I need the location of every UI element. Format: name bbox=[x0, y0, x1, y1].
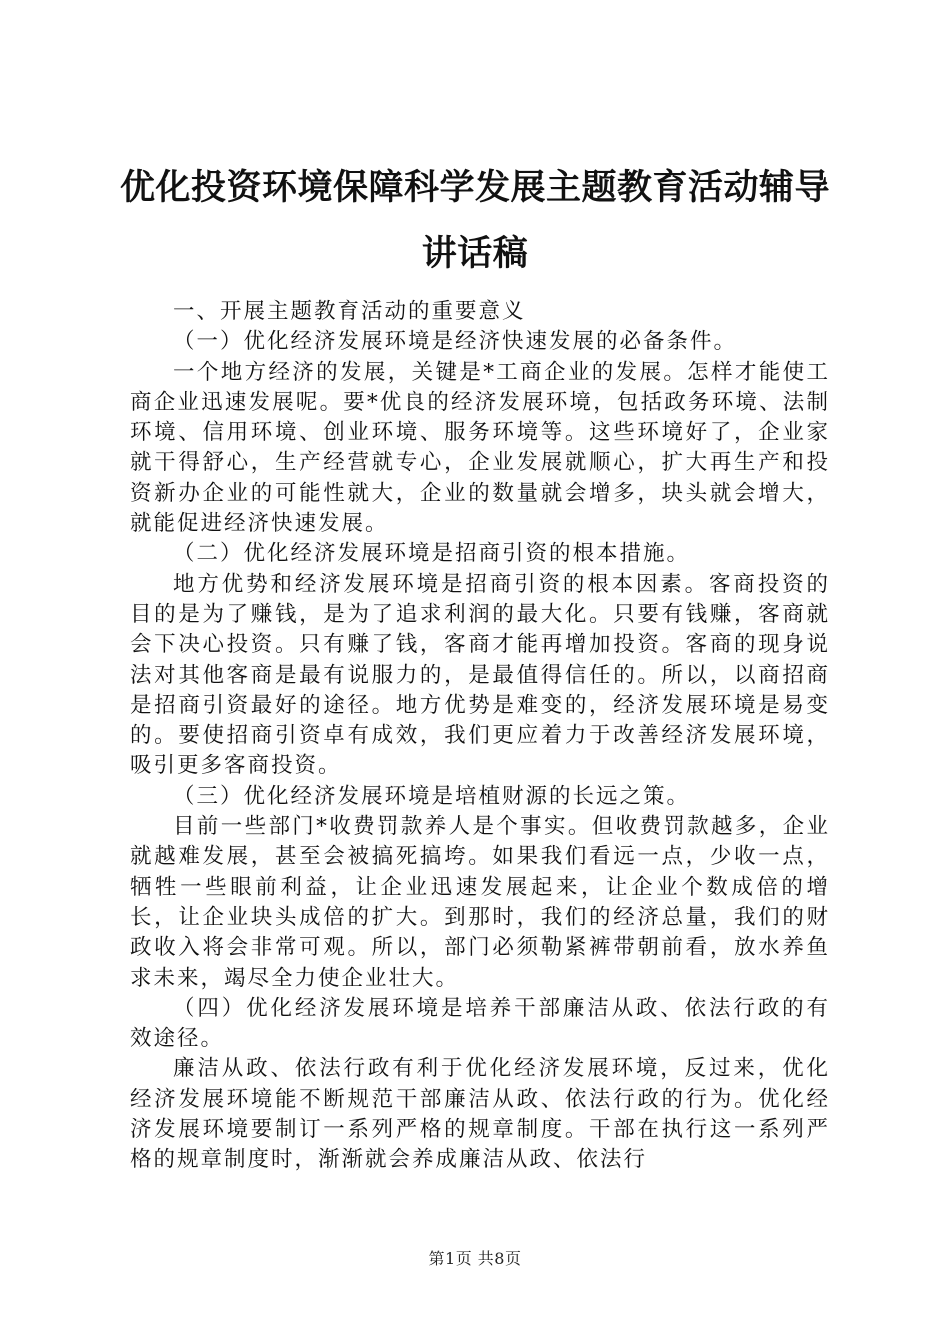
page-footer: 第1页 共8页 bbox=[428, 1249, 522, 1268]
paragraph: 廉洁从政、依法行政有利于优化经济发展环境，反过来，优化经济发展环境能不断规范干部廉洁从政、依法行政的行为。优化经济发展环境要制订一系列严格的规章制度。干部在执行这一系列严格的规章制度时，渐渐就会养成廉洁从政、依法行 bbox=[130, 1056, 830, 1173]
title-line-1: 优化投资环境保障科学发展主题教育活动辅导 bbox=[119, 168, 830, 208]
subsection-heading-2: （二）优化经济发展环境是招商引资的根本措施。 bbox=[173, 541, 691, 567]
paragraph: 一个地方经济的发展，关键是*工商企业的发展。怎样才能使工商企业迅速发展呢。要*优良的经济发展环境，包括政务环境、法制环境、信用环境、创业环境、服务环境等。这些环境好了，企业家就干得舒心，生产经营就专心，企业发展就顺心，扩大再生产和投资新办企业的可能性就大，企业的数量就会增多，块头就会增大，就能促进经济快速发展。 bbox=[130, 359, 830, 537]
subsection-heading-3: （三）优化经济发展环境是培植财源的长远之策。 bbox=[173, 783, 691, 809]
title-line-2: 讲话稿 bbox=[421, 234, 529, 274]
paragraph: 地方优势和经济发展环境是招商引资的根本因素。客商投资的目的是为了赚钱，是为了追求利润的最大化。只要有钱赚，客商就会下决心投资。只有赚了钱，客商才能再增加投资。客商的现身说法对其他客商是最有说服力的，是最值得信任的。所以，以商招商是招商引资最好的途径。地方优势是难变的，经济发展环境是易变的。要使招商引资卓有成效，我们更应着力于改善经济发展环境，吸引更多客商投资。 bbox=[130, 571, 830, 779]
document-body bbox=[130, 297, 830, 1176]
document-title bbox=[110, 155, 840, 287]
subsection-heading-1: （一）优化经济发展环境是经济快速发展的必备条件。 bbox=[173, 329, 738, 355]
paragraph: 目前一些部门*收费罚款养人是个事实。但收费罚款越多，企业就越难发展，甚至会被搞死搞垮。如果我们看远一点，少收一点，牺牲一些眼前利益，让企业迅速发展起来，让企业个数成倍的增长，让企业块头成倍的扩大。到那时，我们的经济总量，我们的财政收入将会非常可观。所以，部门必须勒紧裤带朝前看，放水养鱼求未来，竭尽全力使企业壮大。 bbox=[130, 814, 830, 991]
section-heading: 一、开展主题教育活动的重要意义 bbox=[173, 299, 526, 324]
subsection-heading-4: （四）优化经济发展环境是培养干部廉洁从政、依法行政的有效途径。 bbox=[130, 995, 830, 1052]
